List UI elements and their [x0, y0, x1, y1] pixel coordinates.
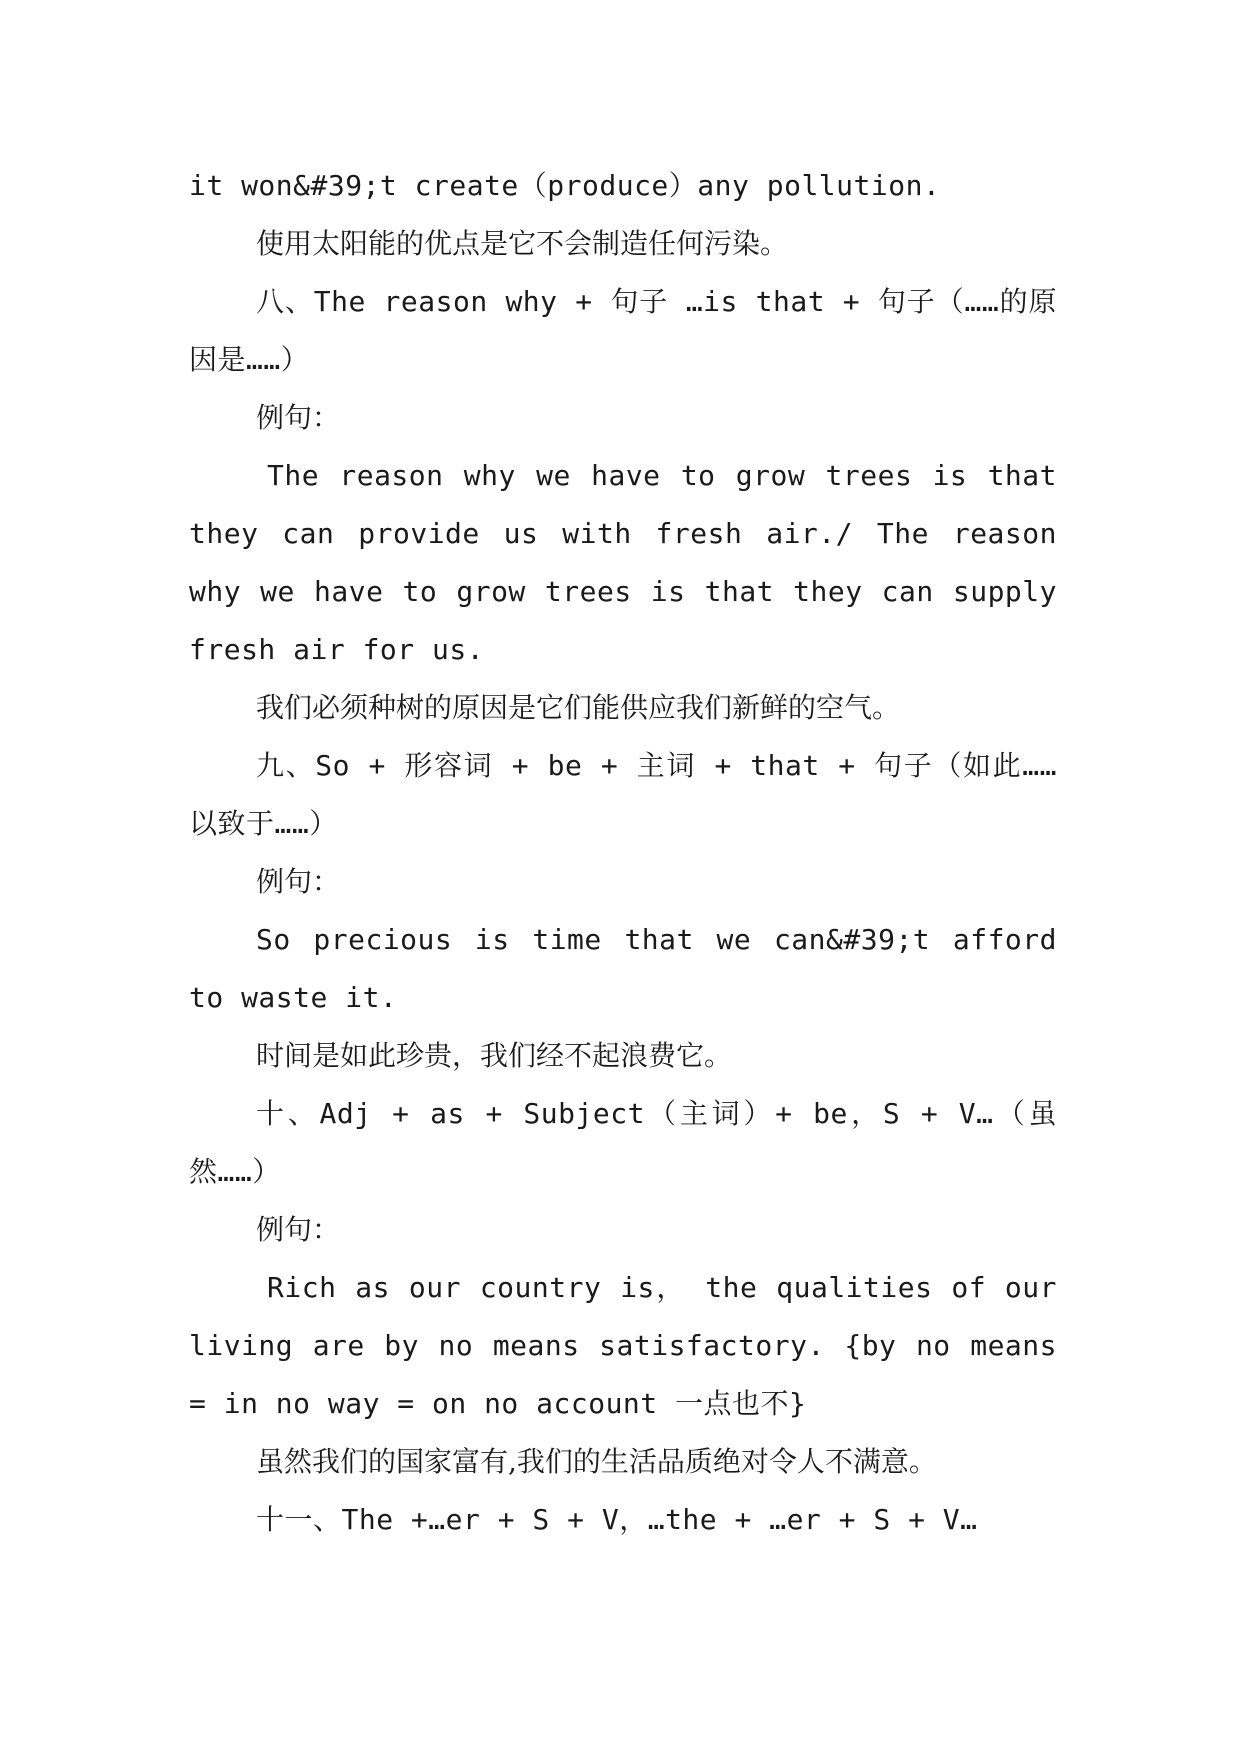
paragraph-translation: 我们必须种树的原因是它们能供应我们新鲜的空气。: [256, 691, 901, 724]
section-heading-10: 十、Adj + as + Subject（主词）+ be，S + V…（虽然……）: [189, 1097, 1057, 1188]
example-label: 例句：: [256, 865, 341, 898]
example-sentence: So precious is time that we can&#39;t afford to waste it.: [189, 923, 1057, 1014]
paragraph-translation: 时间是如此珍贵，我们经不起浪费它。: [256, 1039, 733, 1072]
section-heading-8: 八、The reason why + 句子 …is that + 句子（……的原因是……）: [189, 285, 1057, 376]
section-heading-11: 十一、The +…er + S + V，…the + …er + S + V…: [256, 1503, 978, 1536]
example-label: 例句：: [256, 1213, 341, 1246]
example-label: 例句：: [256, 401, 341, 434]
paragraph-continuation: it won&#39;t create（produce）any pollution.: [189, 169, 941, 202]
document-body: [189, 157, 1057, 1549]
paragraph-translation: 虽然我们的国家富有,我们的生活品质绝对令人不满意。: [256, 1445, 937, 1478]
example-sentence: The reason why we have to grow trees is that they can provide us with fresh air./ The reason why we have to grow trees is that they can supply fresh air for us.: [189, 459, 1057, 666]
paragraph-translation: 使用太阳能的优点是它不会制造任何污染。: [256, 227, 789, 260]
example-sentence: Rich as our country is， the qualities of our living are by no means satisfactory. {by no means = in no way = on no account 一点也不}: [189, 1271, 1057, 1420]
section-heading-9: 九、So + 形容词 + be + 主词 + that + 句子（如此……以致于……）: [189, 749, 1057, 840]
